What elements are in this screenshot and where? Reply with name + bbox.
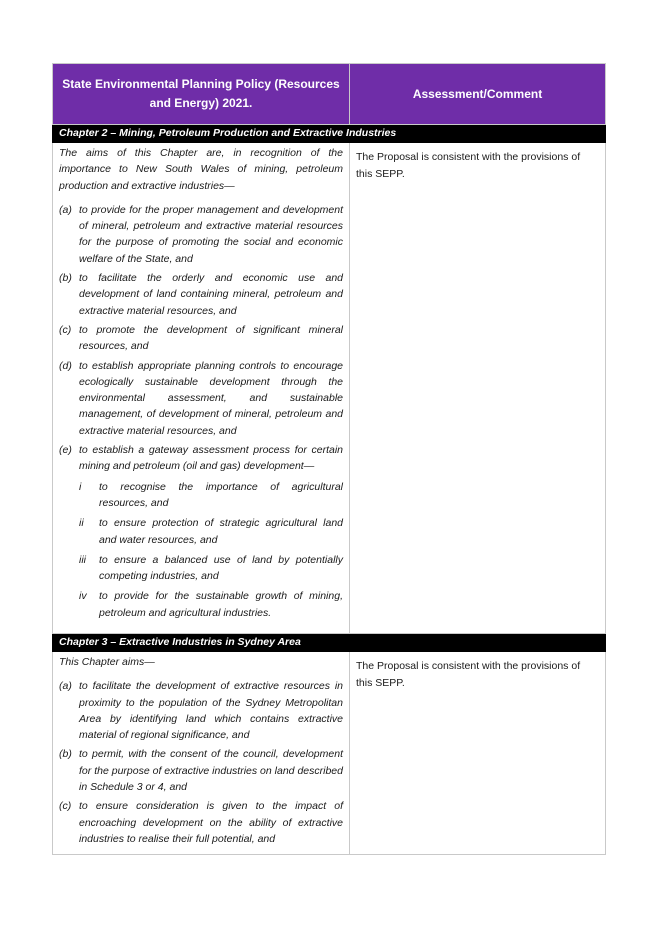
sub-list-item bbox=[59, 552, 343, 585]
list-item bbox=[59, 358, 343, 439]
item-text: to provide for the proper management and development of mineral, petroleum and extractive material resources for the purpose of promoting the social and economic welfare of the State, and bbox=[79, 203, 343, 265]
sepp-assessment-table bbox=[52, 63, 606, 855]
chapter-2-comment: The Proposal is consistent with the provisions of this SEPP. bbox=[350, 143, 606, 634]
list-item bbox=[59, 270, 343, 319]
sub-list-item bbox=[59, 479, 343, 512]
list-item bbox=[59, 322, 343, 355]
item-label: (c) bbox=[59, 323, 72, 336]
item-text: to establish appropriate planning controls to encourage ecologically sustainable development through the environmental assessment, and sustainable management, of development of mineral, petroleum and extractive material resources, and bbox=[79, 359, 343, 437]
subitem-label: i bbox=[79, 480, 82, 493]
sub-list-item bbox=[59, 588, 343, 621]
subitem-label: iv bbox=[79, 590, 87, 603]
subitem-label: ii bbox=[79, 517, 84, 530]
item-label: (a) bbox=[59, 203, 72, 216]
table-header-row bbox=[53, 64, 606, 125]
header-assessment: Assessment/Comment bbox=[350, 64, 606, 125]
item-label: (b) bbox=[59, 272, 72, 285]
item-label: (a) bbox=[59, 680, 72, 693]
header-policy: State Environmental Planning Policy (Resources and Energy) 2021. bbox=[53, 64, 350, 125]
aims-intro: The aims of this Chapter are, in recognition of the importance to New South Wales of mining, petroleum production and extractive industries— bbox=[59, 147, 343, 192]
chapter-3-comment: The Proposal is consistent with the provisions of this SEPP. bbox=[350, 652, 606, 855]
item-text: to promote the development of significant mineral resources, and bbox=[79, 323, 343, 353]
subitem-label: iii bbox=[79, 553, 86, 566]
subitem-text: to recognise the importance of agricultural resources, and bbox=[99, 480, 343, 509]
table-row bbox=[53, 652, 606, 855]
chapter-3-aims bbox=[53, 652, 350, 855]
chapter-2-aims bbox=[53, 143, 350, 634]
sub-list-item bbox=[59, 515, 343, 548]
list-item bbox=[59, 746, 343, 795]
item-label: (c) bbox=[59, 800, 72, 813]
item-text: to establish a gateway assessment process for certain mining and petroleum (oil and gas) development— bbox=[79, 444, 343, 473]
item-text: to ensure consideration is given to the impact of encroaching development on the ability of extractive industries to realise their full potential, and bbox=[79, 800, 343, 845]
chapter-2-title: Chapter 2 – Mining, Petroleum Production and Extractive Industries bbox=[53, 125, 606, 143]
item-label: (b) bbox=[59, 748, 72, 761]
aims-intro: This Chapter aims— bbox=[59, 656, 155, 668]
list-item bbox=[59, 678, 343, 743]
item-text: to facilitate the orderly and economic use and development of land containing mineral, petroleum and extractive material resources, and bbox=[79, 272, 343, 317]
list-item bbox=[59, 442, 343, 475]
list-item bbox=[59, 798, 343, 847]
subitem-text: to ensure protection of strategic agricultural land and water resources, and bbox=[99, 517, 343, 546]
item-label: (e) bbox=[59, 444, 72, 457]
chapter-row bbox=[53, 634, 606, 652]
chapter-3-title: Chapter 3 – Extractive Industries in Sydney Area bbox=[53, 634, 606, 652]
chapter-row bbox=[53, 125, 606, 143]
item-label: (d) bbox=[59, 359, 72, 372]
list-item bbox=[59, 202, 343, 267]
table-row bbox=[53, 143, 606, 634]
subitem-text: to ensure a balanced use of land by potentially competing industries, and bbox=[99, 553, 343, 583]
item-text: to facilitate the development of extractive resources in proximity to the population of the Sydney Metropolitan Area by identifying land which contains extractive material of regional significance, and bbox=[79, 680, 343, 742]
subitem-text: to provide for the sustainable growth of mining, petroleum and agricultural industries. bbox=[99, 590, 343, 619]
item-text: to permit, with the consent of the council, development for the purpose of extractive industries on land described in Schedule 3 or 4, and bbox=[79, 748, 343, 794]
